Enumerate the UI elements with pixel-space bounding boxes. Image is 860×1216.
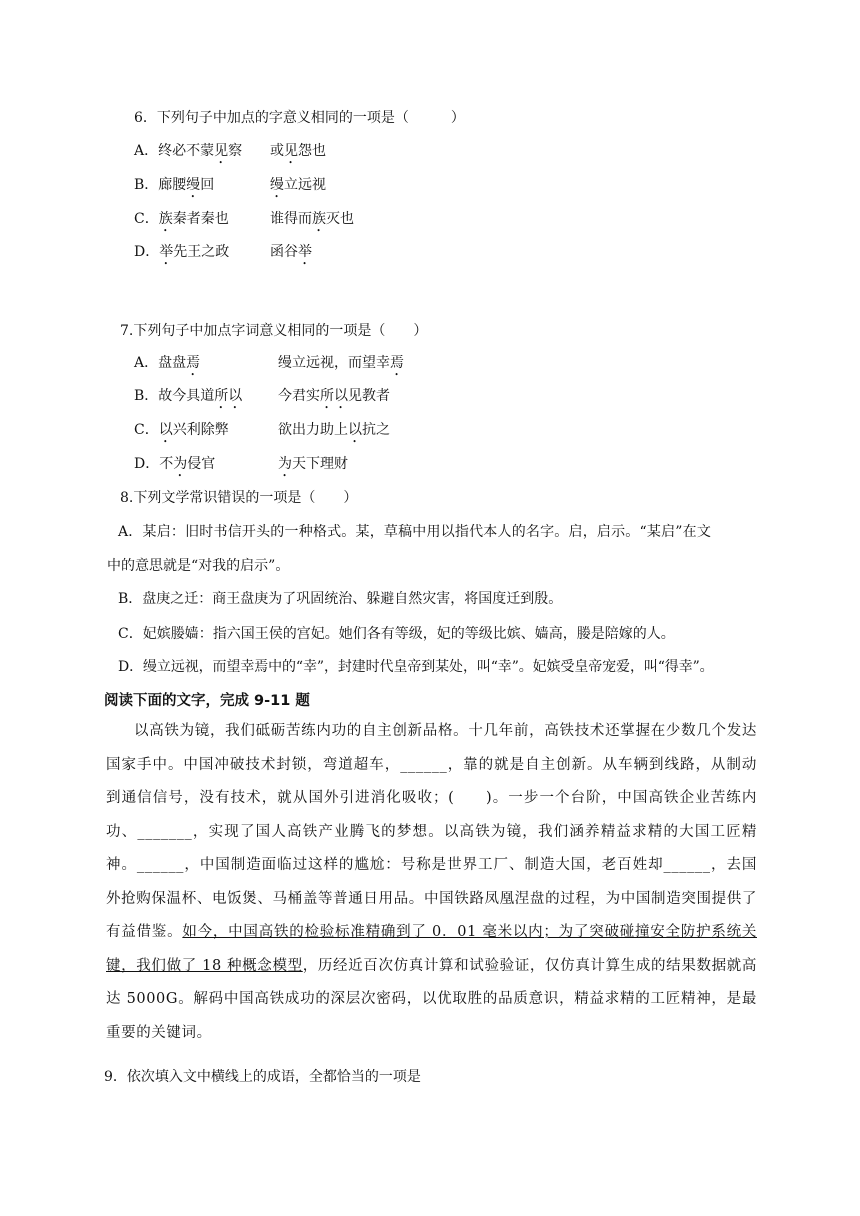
- reading-passage-part2: ，历经近百次仿真计算和试验验证，仅仿真计算生成的结果数据就高达 5000G。解码中国高铁成功的深层次密码，以优取胜的品质意识，精益求精的工匠精神，是最重要的关键词。: [106, 957, 757, 1041]
- q8-option-c: C．妃嫔媵嫱：指六国王侯的宫妃。她们各有等级，妃的等级比嫔、嫱高，媵是陪嫁的人。: [118, 626, 675, 642]
- q8-stem: 8.下列文学常识错误的一项是（ ）: [120, 490, 358, 506]
- q7-option-b-left: B．故今具道所以: [134, 388, 243, 404]
- q8-option-d: D．缦立远视，而望幸焉中的“幸”，封建时代皇帝到某处，叫“幸”。妃嫔受皇帝宠爱，叫“得幸”。: [118, 659, 714, 675]
- q6-option-b-right: 缦立远视: [270, 177, 326, 193]
- q7-option-a-right: 缦立远视，而望幸焉: [278, 355, 404, 371]
- q8-option-a-line1: A．某启：旧时书信开头的一种格式。某，草稿中用以指代本人的名字。启，启示。“某启”在文: [118, 524, 712, 540]
- q8-option-b: B．盘庚之迁：商王盘庚为了巩固统治、躲避自然灾害，将国度迁到殷。: [118, 591, 563, 607]
- q6-option-c-right: 谁得而族灭也: [270, 211, 354, 227]
- reading-passage-underlined: 如今，中国高铁的检验标准精确到了 0．01 毫米以内；为了突破碰撞安全防护系统关键，我们做了 18 种概念模型: [106, 924, 757, 974]
- q6-option-a-left: A．终必不蒙见察: [134, 143, 243, 159]
- q9-stem: 9．依次填入文中横线上的成语，全都恰当的一项是: [104, 1069, 421, 1085]
- q7-option-c-left: C．以兴利除弊: [134, 422, 229, 438]
- reading-passage-part1: 以高铁为镜，我们砥砺苦练内功的自主创新品格。十几年前，高铁技术还掌握在少数几个发达国家手中。中国冲破技术封锁，弯道超车，______，靠的就是自主创新。从车辆到线路，从制动到通信信号，没有技术，就从国外引进消化吸收；( )。一步一个台阶，中国高铁企业苦练内功、_______，实现了国人高铁产业腾飞的梦想。以高铁为镜，我们涵养精益求精的大国工匠精神。______，中国制造面临过这样的尴尬：号称是世界工厂、制造大国，老百姓却______，去国外抢购保温杯、电饭煲、马桶盖等普通日用品。中国铁路凤凰涅盘的过程，为中国制造突围提供了有益借鉴。: [106, 723, 757, 940]
- q7-option-c-right: 欲出力助上以抗之: [278, 422, 390, 438]
- q7-option-d-left: D．不为侵官: [134, 456, 216, 472]
- q7-option-a-left: A．盘盘焉: [134, 355, 201, 371]
- q6-option-c-left: C．族秦者秦也: [134, 211, 229, 227]
- q7-option-b-right: 今君实所以见教者: [278, 388, 390, 404]
- reading-passage: [106, 715, 757, 1050]
- reading-heading: 阅读下面的文字，完成 9-11 题: [104, 693, 310, 709]
- q6-option-a-right: 或见怨也: [270, 143, 326, 159]
- q6-option-d-right: 函谷举: [270, 244, 312, 260]
- q7-stem: 7.下列句子中加点字词意义相同的一项是（ ）: [120, 323, 428, 339]
- q6-option-b-left: B．廊腰缦回: [134, 177, 215, 193]
- q7-option-d-right: 为天下理财: [278, 456, 348, 472]
- q6-option-d-left: D．举先王之政: [134, 244, 230, 260]
- q8-option-a-line2: 中的意思就是“对我的启示”。: [107, 558, 290, 574]
- q6-stem: 6．下列句子中加点的字意义相同的一项是（ ）: [134, 110, 465, 126]
